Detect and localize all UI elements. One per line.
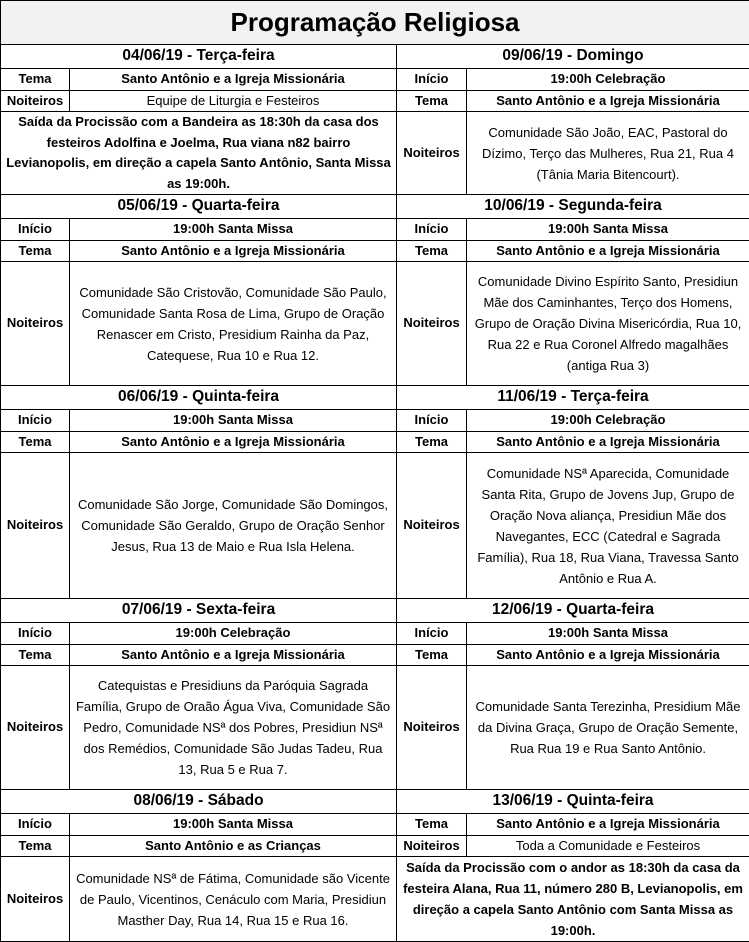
noiteiros-label: Noiteiros xyxy=(397,262,467,386)
day-header: 07/06/19 - Sexta-feira xyxy=(1,599,397,623)
day-header: 08/06/19 - Sábado xyxy=(1,790,397,814)
tema-label: Tema xyxy=(397,431,467,453)
day-header: 05/06/19 - Quarta-feira xyxy=(1,195,397,219)
tema-value: Santo Antônio e a Igreja Missionária xyxy=(467,431,749,453)
tema-value: Santo Antônio e a Igreja Missionária xyxy=(467,240,749,262)
noiteiros-label: Noiteiros xyxy=(397,112,467,195)
inicio-label: Início xyxy=(397,623,467,645)
inicio-value: 19:00h Santa Missa xyxy=(70,219,397,241)
noiteiros-label: Noiteiros xyxy=(1,453,70,599)
tema-label: Tema xyxy=(1,69,70,91)
tema-value: Santo Antônio e as Crianças xyxy=(70,835,397,857)
noiteiros-label: Noiteiros xyxy=(397,835,467,857)
noiteiros-value: Comunidade São Cristovão, Comunidade São Paulo, Comunidade Santa Rosa de Lima, Grupo de Oração Renascer em Cristo, Presidium Rainha da Paz, Catequese, Rua 10 e Rua 12. xyxy=(70,262,397,386)
noiteiros-value: Comunidade São João, EAC, Pastoral do Dízimo, Terço das Mulheres, Rua 21, Rua 4 (Tânia Maria Bitencourt). xyxy=(467,112,749,195)
noiteiros-value: Comunidade Santa Terezinha, Presidium Mãe da Divina Graça, Grupo de Oração Semente, Rua Rua 19 e Rua Santo Antônio. xyxy=(467,666,749,790)
inicio-value: 19:00h Santa Missa xyxy=(467,623,749,645)
day-header: 04/06/19 - Terça-feira xyxy=(1,45,397,69)
day-header: 12/06/19 - Quarta-feira xyxy=(397,599,749,623)
noiteiros-value: Equipe de Liturgia e Festeiros xyxy=(70,90,397,112)
noiteiros-label: Noiteiros xyxy=(1,262,70,386)
noiteiros-label: Noiteiros xyxy=(397,453,467,599)
inicio-label: Início xyxy=(1,814,70,836)
noiteiros-value: Comunidade São Jorge, Comunidade São Domingos, Comunidade São Geraldo, Grupo de Oração Senhor Jesus, Rua 13 de Maio e Rua Isla Helena. xyxy=(70,453,397,599)
day-header: 06/06/19 - Quinta-feira xyxy=(1,386,397,410)
tema-value: Santo Antônio e a Igreja Missionária xyxy=(467,90,749,112)
tema-value: Santo Antônio e a Igreja Missionária xyxy=(70,431,397,453)
day-header: 10/06/19 - Segunda-feira xyxy=(397,195,749,219)
tema-label: Tema xyxy=(397,644,467,666)
tema-label: Tema xyxy=(397,90,467,112)
procession-note: Saída da Procissão com o andor as 18:30h da casa da festeira Alana, Rua 11, número 280 B, Levianopolis, em direção a capela Santo Antônio com Santa Missa as 19:00h. xyxy=(397,857,749,942)
day-header: 09/06/19 - Domingo xyxy=(397,45,749,69)
noiteiros-label: Noiteiros xyxy=(397,666,467,790)
inicio-value: 19:00h Celebração xyxy=(467,69,749,91)
inicio-value: 19:00h Santa Missa xyxy=(70,410,397,432)
inicio-label: Início xyxy=(397,410,467,432)
noiteiros-value: Comunidade NSª de Fátima, Comunidade são Vicente de Paulo, Vicentinos, Cenáculo com Maria, Presidiun Masther Day, Rua 14, Rua 15 e Rua 16. xyxy=(70,857,397,942)
tema-label: Tema xyxy=(1,835,70,857)
inicio-label: Início xyxy=(1,410,70,432)
noiteiros-label: Noiteiros xyxy=(1,90,70,112)
procession-note: Saída da Procissão com a Bandeira as 18:30h da casa dos festeiros Adolfina e Joelma, Rua viana n82 bairro Levianopolis, em direção a capela Santo Antônio, Santa Missa as 19:00h. xyxy=(1,112,397,195)
day-header: 13/06/19 - Quinta-feira xyxy=(397,790,749,814)
tema-label: Tema xyxy=(397,240,467,262)
noiteiros-label: Noiteiros xyxy=(1,666,70,790)
tema-label: Tema xyxy=(1,644,70,666)
inicio-value: 19:00h Santa Missa xyxy=(70,814,397,836)
noiteiros-value: Comunidade NSª Aparecida, Comunidade Santa Rita, Grupo de Jovens Jup, Grupo de Oração Nova aliança, Presidiun Mãe dos Navegantes, ECC (Catedral e Sagrada Família), Rua 18, Rua Viana, Travessa Santo Antônio e Rua A. xyxy=(467,453,749,599)
tema-value: Santo Antônio e a Igreja Missionária xyxy=(467,644,749,666)
noiteiros-value: Toda a Comunidade e Festeiros xyxy=(467,835,749,857)
noiteiros-label: Noiteiros xyxy=(1,857,70,942)
noiteiros-value: Comunidade Divino Espírito Santo, Presidiun Mãe dos Caminhantes, Terço dos Homens, Grupo de Oração Divina Misericórdia, Rua 10, Rua 22 e Rua Coronel Alfredo magalhães (antiga Rua 3) xyxy=(467,262,749,386)
inicio-value: 19:00h Celebração xyxy=(467,410,749,432)
tema-label: Tema xyxy=(1,431,70,453)
tema-label: Tema xyxy=(397,814,467,836)
inicio-value: 19:00h Santa Missa xyxy=(467,219,749,241)
inicio-label: Início xyxy=(1,623,70,645)
tema-value: Santo Antônio e a Igreja Missionária xyxy=(70,240,397,262)
inicio-label: Início xyxy=(397,219,467,241)
inicio-label: Início xyxy=(397,69,467,91)
tema-value: Santo Antônio e a Igreja Missionária xyxy=(70,644,397,666)
inicio-value: 19:00h Celebração xyxy=(70,623,397,645)
day-header: 11/06/19 - Terça-feira xyxy=(397,386,749,410)
page-title: Programação Religiosa xyxy=(1,1,749,45)
noiteiros-value: Catequistas e Presidiuns da Paróquia Sagrada Família, Grupo de Oraão Água Viva, Comunidade São Pedro, Comunidade NSª dos Pobres, Presidiun NSª dos Remédios, Comunidade São Judas Tadeu, Rua 13, Rua 5 e Rua 7. xyxy=(70,666,397,790)
tema-value: Santo Antônio e a Igreja Missionária xyxy=(467,814,749,836)
tema-value: Santo Antônio e a Igreja Missionária xyxy=(70,69,397,91)
inicio-label: Início xyxy=(1,219,70,241)
tema-label: Tema xyxy=(1,240,70,262)
